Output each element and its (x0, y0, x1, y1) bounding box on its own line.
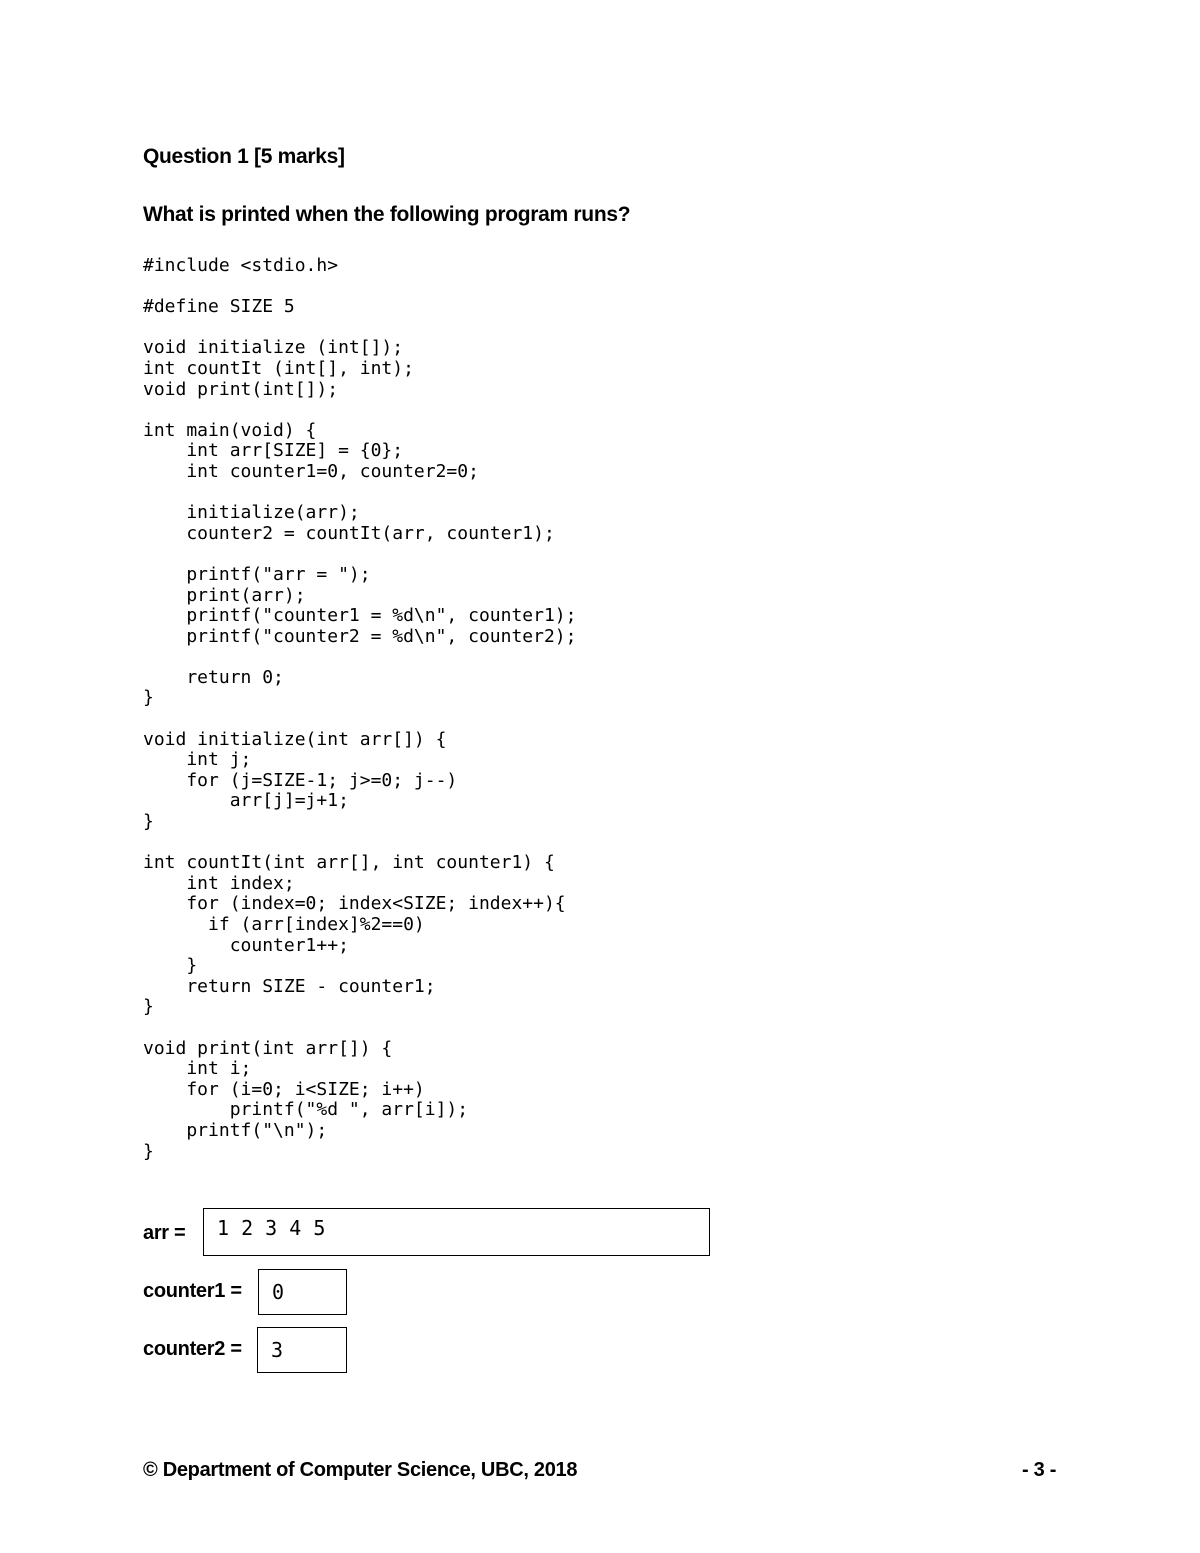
arr-answer-label: arr = (143, 1222, 186, 1244)
code-line: for (index=0; index<SIZE; index++){ (143, 893, 566, 915)
code-line: if (arr[index]%2==0) (143, 914, 425, 935)
code-line: #define SIZE 5 (143, 296, 295, 318)
code-line: printf("arr = "); (143, 563, 371, 585)
code-listing (143, 256, 576, 1162)
code-line: void print(int[]); (143, 378, 339, 400)
question-prompt: What is printed when the following program runs? (143, 203, 631, 226)
footer-copyright: © Department of Computer Science, UBC, 2018 (143, 1459, 578, 1481)
code-line: return 0; (143, 666, 284, 688)
code-line (143, 1018, 576, 1039)
code-line: arr[j]=j+1; (143, 790, 349, 812)
code-line: printf("\n"); (143, 1119, 328, 1141)
code-line (143, 647, 576, 668)
code-line: initialize(arr); (143, 502, 360, 524)
code-line: } (143, 811, 154, 833)
counter2-answer-label: counter2 = (143, 1338, 242, 1360)
code-line (143, 544, 576, 565)
code-line: int counter1=0, counter2=0; (143, 460, 479, 482)
code-line: } (143, 996, 154, 1018)
arr-answer-box[interactable]: 1 2 3 4 5 (203, 1208, 710, 1256)
code-line: int countIt(int arr[], int counter1) { (143, 852, 555, 874)
code-line: int j; (143, 749, 252, 771)
code-line: printf("%d ", arr[i]); (143, 1099, 469, 1121)
code-line: } (143, 1140, 154, 1162)
code-line (143, 277, 576, 298)
code-line (143, 400, 576, 421)
counter1-answer-box[interactable]: 0 (258, 1269, 347, 1315)
code-line: void print(int arr[]) { (143, 1037, 393, 1059)
code-line (143, 483, 576, 504)
code-line: counter1++; (143, 934, 349, 956)
code-line (143, 709, 576, 730)
question-title: Question 1 [5 marks] (143, 145, 345, 168)
code-line: #include <stdio.h> (143, 255, 339, 276)
code-line: counter2 = countIt(arr, counter1); (143, 522, 555, 544)
code-line: void initialize (int[]); (143, 337, 404, 359)
code-line: for (i=0; i<SIZE; i++) (143, 1078, 425, 1100)
code-line: int main(void) { (143, 419, 317, 441)
code-line: for (j=SIZE-1; j>=0; j--) (143, 769, 458, 791)
code-line (143, 318, 576, 339)
footer-page-number: - 3 - (1022, 1459, 1057, 1481)
counter1-answer-label: counter1 = (143, 1280, 242, 1302)
counter2-answer-box[interactable]: 3 (257, 1327, 347, 1373)
code-line: int countIt (int[], int); (143, 357, 414, 379)
code-line (143, 833, 576, 854)
code-line: return SIZE - counter1; (143, 975, 436, 997)
code-line: print(arr); (143, 584, 306, 606)
code-line: int index; (143, 872, 295, 894)
code-line: printf("counter1 = %d\n", counter1); (143, 605, 577, 627)
code-line: int i; (143, 1058, 252, 1080)
code-line: printf("counter2 = %d\n", counter2); (143, 625, 577, 647)
code-line: void initialize(int arr[]) { (143, 728, 447, 750)
code-line: } (143, 955, 198, 977)
code-line: int arr[SIZE] = {0}; (143, 440, 404, 462)
code-line: } (143, 687, 154, 709)
